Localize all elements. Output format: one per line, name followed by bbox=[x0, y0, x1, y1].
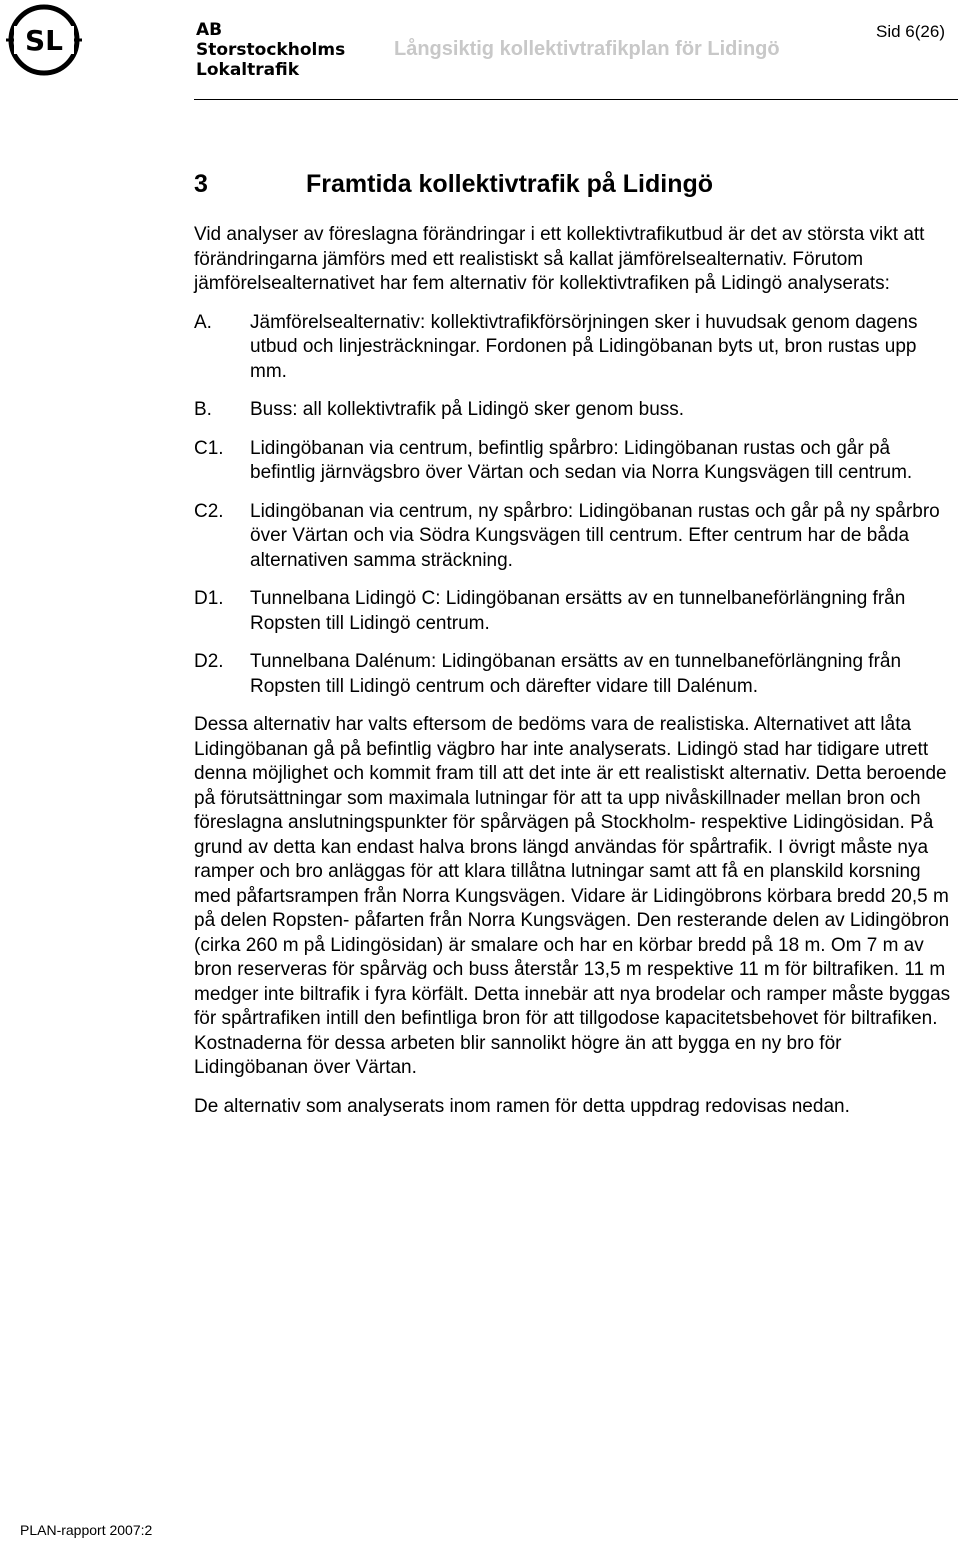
list-item-text: Lidingöbanan via centrum, ny spårbro: Lidingöbanan rustas och går på ny spårbro över Värtan och via Södra Kungsvägen till centrum. Efter centrum har de båda alternativen samma sträckning. bbox=[250, 500, 940, 571]
section-heading bbox=[194, 168, 713, 200]
list-item-label: D1. bbox=[194, 588, 224, 609]
intro-paragraph: Vid analyser av föreslagna förändringar i ett kollektivtrafikutbud är det av största vikt att förändringarna jämförs med ett realistiskt så kallat jämförelsealternativ. Förutom jämförelsealternativet har fem alternativ för kollektivtrafiken på Lidingö analyserats: bbox=[194, 224, 925, 294]
section-number: 3 bbox=[194, 170, 208, 198]
list-item bbox=[194, 587, 954, 636]
list-item-text: Tunnelbana Lidingö C: Lidingöbanan ersätts av en tunnelbaneförlängning från Ropsten till Lidingö centrum. bbox=[250, 588, 906, 634]
sl-logo-icon bbox=[2, 4, 86, 76]
list-item bbox=[194, 437, 954, 486]
main-content bbox=[194, 223, 954, 1119]
document-title: Långsiktig kollektivtrafikplan för Lidingö bbox=[394, 38, 780, 60]
list-item-text: Jämförelsealternativ: kollektivtrafikförsörjningen sker i huvudsak genom dagens utbud och linjesträckningar. Fordonen på Lidingöbanan byts ut, bron rustas upp mm. bbox=[250, 311, 918, 382]
list-item-label: A. bbox=[194, 311, 212, 333]
sl-logo bbox=[2, 4, 86, 76]
alternatives-list bbox=[194, 311, 954, 700]
list-item bbox=[194, 311, 954, 385]
list-item-text: Tunnelbana Dalénum: Lidingöbanan ersätts av en tunnelbaneförlängning från Ropsten till Lidingö centrum och därefter vidare till Dalénum. bbox=[250, 651, 902, 697]
org-line: Storstockholms bbox=[196, 40, 346, 60]
list-item bbox=[194, 398, 954, 423]
list-item bbox=[194, 500, 954, 574]
list-item-label: C2. bbox=[194, 500, 224, 522]
section-title: Framtida kollektivtrafik på Lidingö bbox=[306, 170, 714, 198]
list-item-text: Buss: all kollektivtrafik på Lidingö sker genom buss. bbox=[250, 399, 685, 420]
footer-report-id: PLAN-rapport 2007:2 bbox=[20, 1522, 153, 1538]
list-item-label: D2. bbox=[194, 651, 224, 672]
org-line: Lokaltrafik bbox=[196, 60, 300, 80]
body-paragraph: De alternativ som analyserats inom ramen för detta uppdrag redovisas nedan. bbox=[194, 1095, 850, 1117]
page-number: Sid 6(26) bbox=[876, 22, 945, 41]
list-item-label: B. bbox=[194, 399, 212, 420]
list-item-text: Lidingöbanan via centrum, befintlig spårbro: Lidingöbanan rustas och går på befintlig järnvägsbro över Värtan och sedan via Norra Kungsvägen till centrum. bbox=[250, 437, 913, 483]
organization-name bbox=[196, 20, 345, 80]
org-line: AB bbox=[196, 20, 223, 40]
body-paragraph: Dessa alternativ har valts eftersom de bedöms vara de realistiska. Alternativet att låta Lidingöbanan gå på befintlig vägbro har inte analyserats. Lidingö stad har tidigare utrett denna möjlighet och kommit fram till att det inte är ett realistiskt alternativ. Detta beroende på förutsättningar som maximala lutningar för att ta upp nivåskillnader mellan bron och föreslagna anslutningspunkter för spårvägen på Stockholm- respektive Lidingösidan. På grund av detta kan endast halva brons längd användas för spårtrafik. I övrigt måste nya ramper och bro anläggas för att klara tillåtna lutningar samt att få en planskild korsning med påfartsrampen från Norra Kungsvägen. Vidare är Lidingöbrons körbara bredd 20,5 m på delen Ropsten- påfarten från Norra Kungsvägen. Den resterande delen av Lidingöbron (cirka 260 m på Lidingösidan) är smalare och har en körbar bredd på 18 m. Om 7 m av bron reserveras för spårväg och buss återstår 13,5 m respektive 11 m för biltrafiken. 11 m medger inte biltrafik i fyra körfält. Detta innebär att nya brodelar och ramper måste byggas för spårtrafiken intill den befintliga bron för att tillgodose kapacitetsbehovet för biltrafiken. Kostnaderna för dessa arbeten blir sannolikt högre än att bygga en ny bro för Lidingöbanan över Värtan. bbox=[194, 714, 951, 1078]
header-divider bbox=[194, 99, 958, 100]
list-item-label: C1. bbox=[194, 437, 224, 459]
list-item bbox=[194, 650, 954, 699]
logo-text: SL bbox=[24, 24, 64, 57]
